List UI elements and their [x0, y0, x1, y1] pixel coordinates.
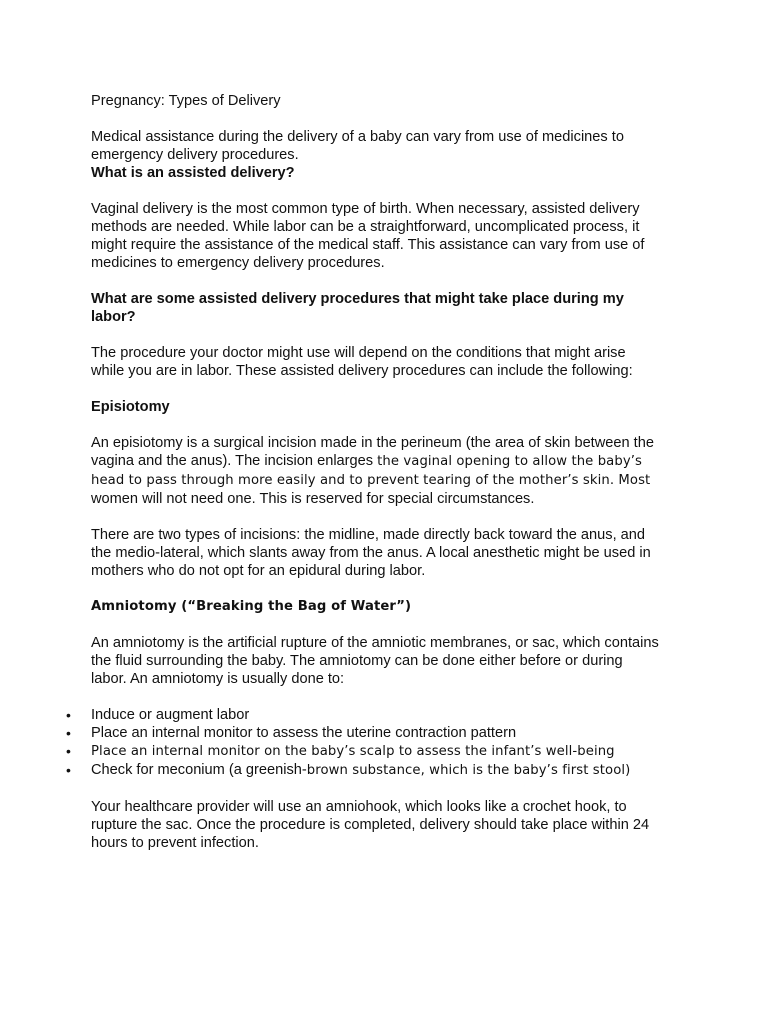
document-title: Pregnancy: Types of Delivery — [91, 93, 281, 109]
assisted-line-3: might require the assistance of the medical staff. This assistance can vary from use of — [91, 237, 645, 253]
incisions-line-3: mothers who do not opt for an epidural during labor. — [91, 563, 426, 579]
list-item-text: Place an internal monitor to assess the uterine contraction pattern — [91, 725, 517, 741]
list-item-text-continued: brown substance, which is the baby’s first stool) — [306, 763, 631, 778]
episiotomy-line-2b: the vaginal opening to allow the baby’s — [377, 454, 642, 469]
episiotomy-line-3: head to pass through more easily and to prevent tearing of the mother’s skin. Most — [91, 473, 651, 488]
heading-amniotomy: Amniotomy (“Breaking the Bag of Water”) — [91, 599, 412, 614]
list-item-text: Induce or augment labor — [91, 707, 250, 723]
assisted-line-1: Vaginal delivery is the most common type of birth. When necessary, assisted delivery — [91, 201, 640, 217]
list-item — [66, 742, 681, 761]
heading-procedures — [91, 290, 681, 326]
assisted-line-2: methods are needed. While labor can be a straightforward, uncomplicated process, it — [91, 219, 640, 235]
bullet-icon: • — [66, 743, 71, 759]
amniotomy-line-2: the fluid surrounding the baby. The amniotomy can be done either before or during — [91, 653, 623, 669]
incisions-line-2: the medio-lateral, which slants away from the anus. A local anesthetic might be used in — [91, 545, 651, 561]
assisted-line-4: medicines to emergency delivery procedures. — [91, 255, 385, 271]
procedures-line-2: while you are in labor. These assisted delivery procedures can include the following: — [91, 363, 633, 379]
intro-paragraph — [91, 128, 681, 164]
episiotomy-paragraph-2 — [91, 526, 681, 580]
bullet-icon: • — [66, 725, 71, 741]
intro-line-1: Medical assistance during the delivery of a baby can vary from use of medicines to — [91, 129, 624, 145]
episiotomy-line-1: An episiotomy is a surgical incision made in the perineum (the area of skin between the — [91, 435, 654, 451]
assisted-paragraph — [91, 200, 681, 272]
bullet-icon: • — [66, 707, 71, 723]
list-item-text: Place an internal monitor on the baby’s scalp to assess the infant’s well-being — [91, 744, 615, 759]
amniotomy-line-1: An amniotomy is the artificial rupture of the amniotic membranes, or sac, which contains — [91, 635, 659, 651]
heading-episiotomy: Episiotomy — [91, 399, 170, 415]
procedures-heading-line-2: labor? — [91, 309, 136, 325]
bullet-icon: • — [66, 762, 71, 778]
episiotomy-paragraph-1 — [91, 434, 681, 508]
list-item — [66, 761, 681, 780]
amniotomy-line-3: labor. An amniotomy is usually done to: — [91, 671, 345, 687]
amniotomy-reasons-list — [66, 706, 681, 780]
episiotomy-line-2a: vagina and the anus). The incision enlarges — [91, 453, 378, 469]
closing-line-3: hours to prevent infection. — [91, 835, 259, 851]
amniotomy-paragraph — [91, 634, 681, 688]
list-item — [66, 706, 681, 724]
procedures-paragraph — [91, 344, 681, 380]
intro-line-2: emergency delivery procedures. — [91, 147, 299, 163]
episiotomy-line-4: women will not need one. This is reserved for special circumstances. — [91, 491, 535, 507]
closing-line-2: rupture the sac. Once the procedure is completed, delivery should take place within 24 — [91, 817, 650, 833]
heading-assisted-delivery: What is an assisted delivery? — [91, 165, 295, 181]
incisions-line-1: There are two types of incisions: the midline, made directly back toward the anus, and — [91, 527, 646, 543]
closing-paragraph — [91, 798, 681, 852]
document-page — [66, 92, 681, 852]
procedures-line-1: The procedure your doctor might use will depend on the conditions that might arise — [91, 345, 626, 361]
procedures-heading-line-1: What are some assisted delivery procedures that might take place during my — [91, 291, 624, 307]
list-item-text: Check for meconium (a greenish- — [91, 762, 307, 778]
list-item — [66, 724, 681, 742]
closing-line-1: Your healthcare provider will use an amniohook, which looks like a crochet hook, to — [91, 799, 627, 815]
